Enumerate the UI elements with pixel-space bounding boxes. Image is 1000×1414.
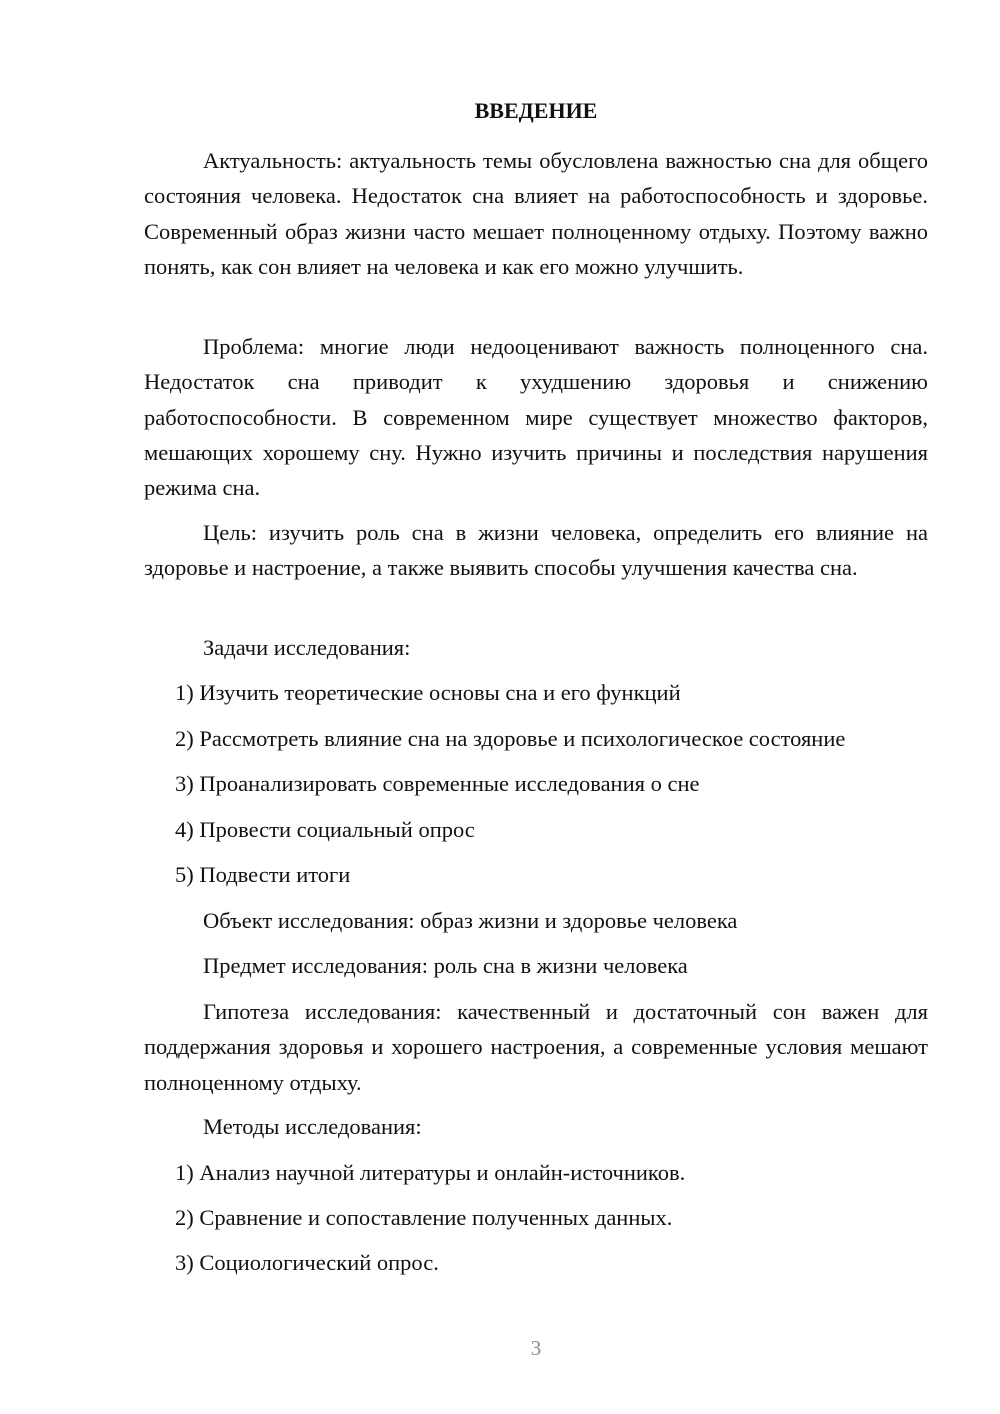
method-item: 1) Анализ научной литературы и онлайн-источников. <box>175 1160 686 1185</box>
research-object: Объект исследования: образ жизни и здоровье человека <box>203 908 738 933</box>
hypothesis-paragraph: Гипотеза исследования: качественный и достаточный сон важен для поддержания здоровья и хорошего настроения, а современные условия мешают полноценному отдыху. <box>144 999 928 1095</box>
page-heading: ВВЕДЕНИЕ <box>474 98 598 123</box>
task-item: 2) Рассмотреть влияние сна на здоровье и психологическое состояние <box>175 726 846 751</box>
goal-paragraph: Цель: изучить роль сна в жизни человека, определить его влияние на здоровье и настроение, а также выявить способы улучшения качества сна. <box>144 520 928 581</box>
tasks-title: Задачи исследования: <box>203 635 411 660</box>
method-item: 2) Сравнение и сопоставление полученных данных. <box>175 1205 673 1230</box>
task-item: 4) Провести социальный опрос <box>175 817 475 842</box>
relevance-paragraph: Актуальность: актуальность темы обусловлена важностью сна для общего состояния человека. Недостаток сна влияет на работоспособность и здоровье. Современный образ жизни часто мешает полноценному отдыху. Поэтому важно понять, как сон влияет на человека и как его можно улучшить. <box>144 148 928 279</box>
method-item: 3) Социологический опрос. <box>175 1250 439 1275</box>
methods-title: Методы исследования: <box>203 1114 422 1139</box>
document-page <box>144 0 928 1414</box>
task-item: 5) Подвести итоги <box>175 862 351 887</box>
research-subject: Предмет исследования: роль сна в жизни человека <box>203 953 688 978</box>
task-item: 1) Изучить теоретические основы сна и его функций <box>175 680 681 705</box>
task-item: 3) Проанализировать современные исследования о сне <box>175 771 700 796</box>
problem-paragraph: Проблема: многие люди недооценивают важность полноценного сна. Недостаток сна приводит к ухудшению здоровья и снижению работоспособности. В современном мире существует множество факторов, мешающих хорошему сну. Нужно изучить причины и последствия нарушения режима сна. <box>144 334 928 501</box>
page-number: 3 <box>530 1336 542 1360</box>
